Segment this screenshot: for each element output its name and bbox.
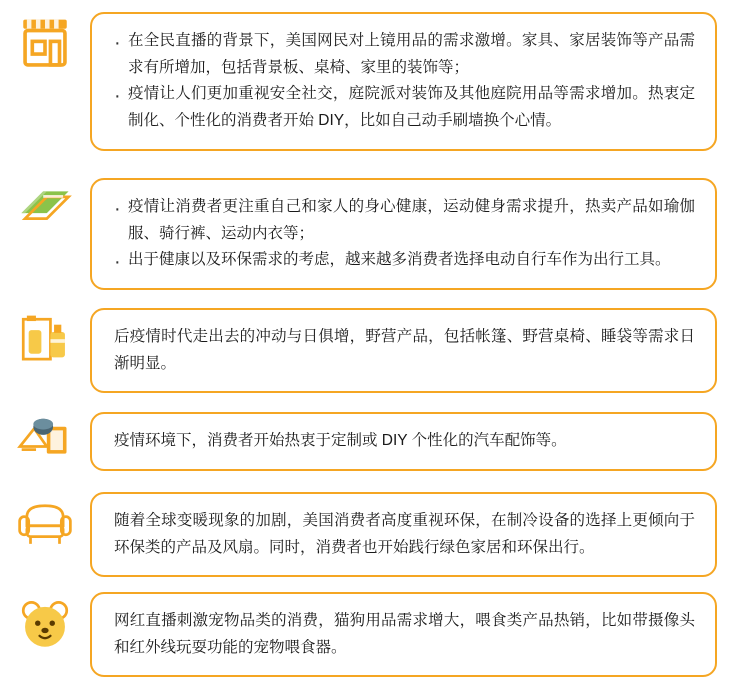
paragraph-text: 后疫情时代走出去的冲动与日俱增，野营产品，包括帐篷、野营桌椅、睡袋等需求日渐明显。 [114, 328, 695, 372]
storefront-icon [16, 16, 74, 74]
armchair-icon-container [0, 492, 90, 550]
list-item: · 疫情让人们更加重视安全社交，庭院派对装饰及其他庭院用品等需求增加。热衷定制化、个性化的消费者开始 DIY，比如自己动手刷墙换个心情。 [128, 81, 695, 134]
car-accessory-icon-container [0, 412, 90, 468]
yoga-mat-icon-container [0, 178, 90, 228]
text-card-3 [90, 412, 717, 471]
section-row-1 [0, 178, 731, 290]
paragraph-text: 随着全球变暖现象的加剧，美国消费者高度重视环保，在制冷设备的选择上更倾向于环保类的产品及风扇。同时，消费者也开始践行绿色家居和环保出行。 [114, 512, 695, 556]
camping-lantern-icon [16, 312, 74, 370]
list-item: · 在全民直播的背景下，美国网民对上镜用品的需求激增。家具、家居装饰等产品需求有所增加，包括背景板、桌椅、家里的装饰等； [128, 28, 695, 81]
storefront-icon-container [0, 12, 90, 74]
list-item: · 疫情让消费者更注重自己和家人的身心健康，运动健身需求提升，热卖产品如瑜伽服、骑行裤、运动内衣等； [128, 194, 695, 247]
text-card-2 [90, 308, 717, 393]
text-card-5 [90, 592, 717, 677]
car-accessory-icon [16, 416, 74, 468]
yoga-mat-icon [16, 182, 74, 228]
section-row-0 [0, 12, 731, 151]
text-card-1 [90, 178, 717, 290]
section-row-3 [0, 412, 731, 471]
paragraph-text: 疫情环境下，消费者开始热衷于定制或 DIY 个性化的汽车配饰等。 [114, 432, 567, 449]
section-row-4 [0, 492, 731, 577]
text-card-0 [90, 12, 717, 151]
pet-bear-icon [16, 596, 74, 654]
pet-bear-icon-container [0, 592, 90, 654]
armchair-icon [16, 496, 74, 550]
camping-lantern-icon-container [0, 308, 90, 370]
bullet-list-1 [110, 194, 695, 274]
bullet-list-0 [110, 28, 695, 135]
text-card-4 [90, 492, 717, 577]
paragraph-text: 网红直播刺激宠物品类的消费，猫狗用品需求增大，喂食类产品热销，比如带摄像头和红外线玩耍功能的宠物喂食器。 [114, 612, 695, 656]
list-item: · 出于健康以及环保需求的考虑，越来越多消费者选择电动自行车作为出行工具。 [128, 247, 695, 274]
section-row-5 [0, 592, 731, 677]
section-row-2 [0, 308, 731, 393]
